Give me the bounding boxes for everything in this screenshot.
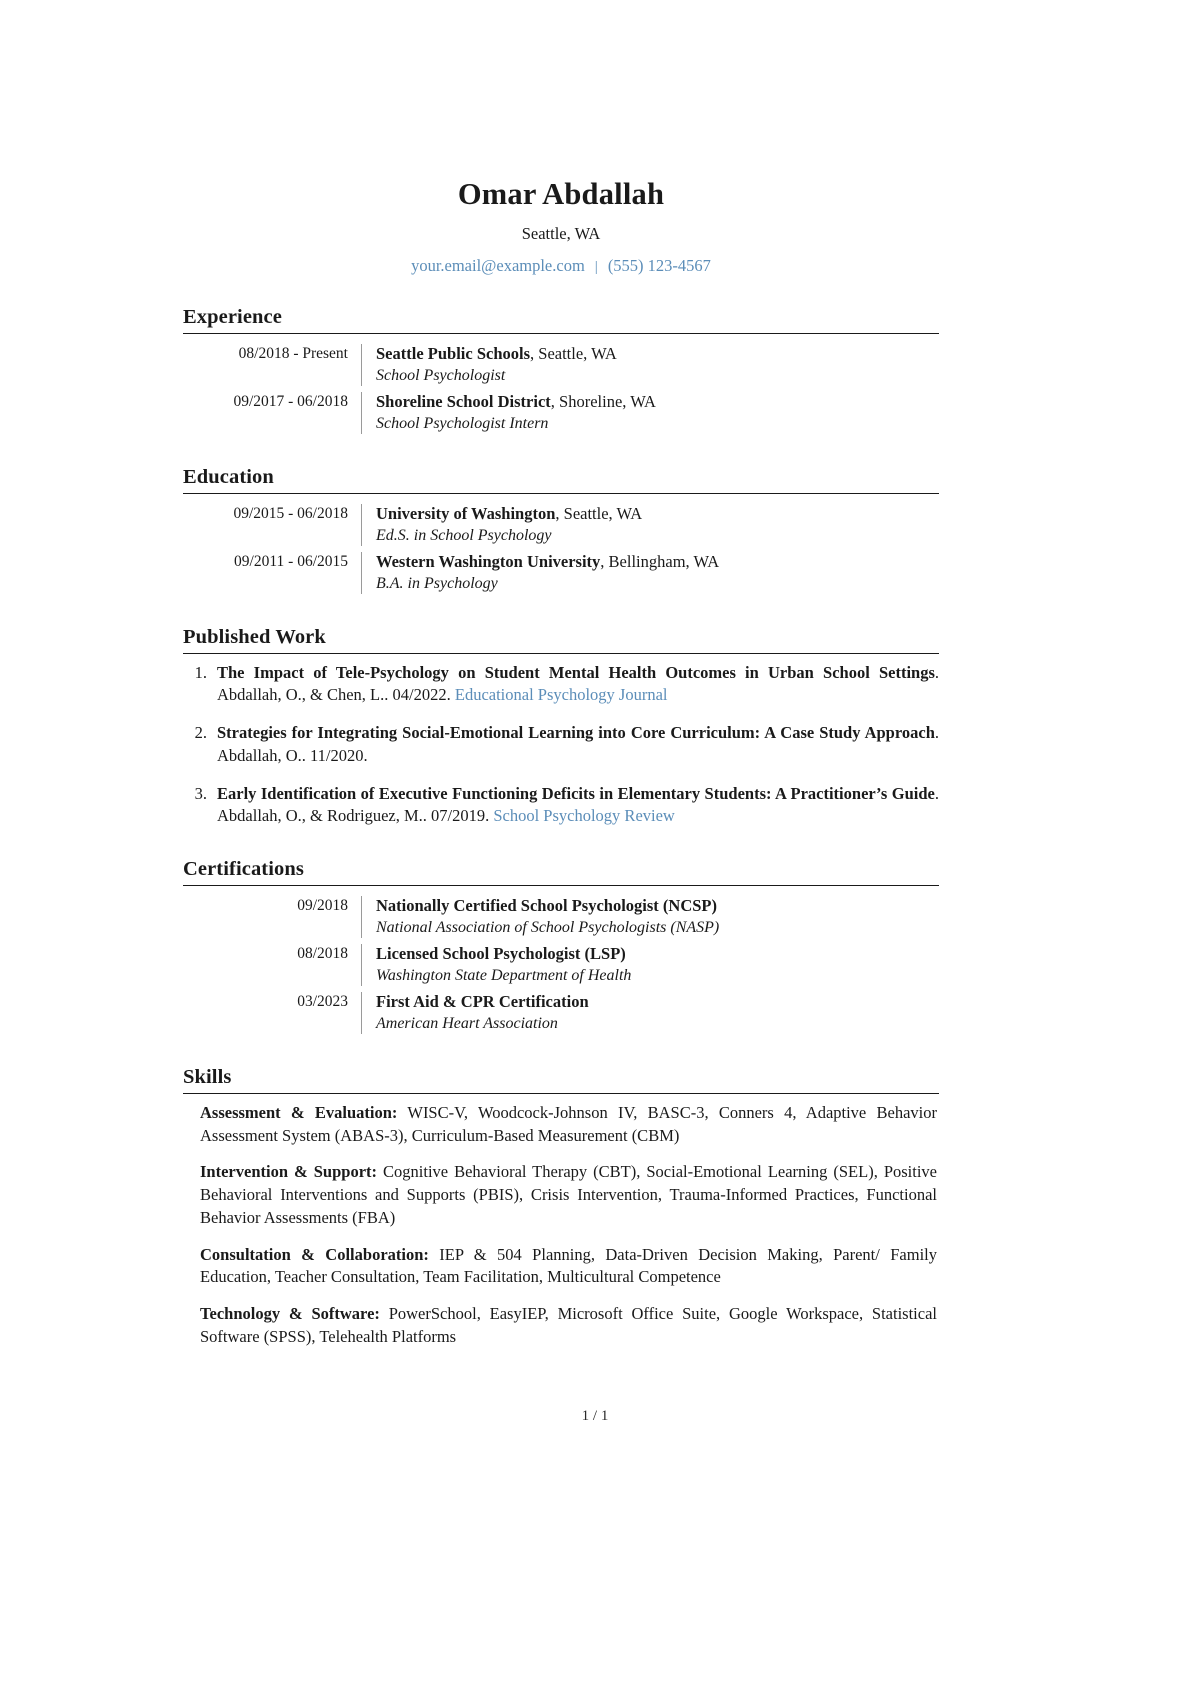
education-entries <box>183 502 939 596</box>
entry-organization: Seattle Public Schools <box>376 343 531 363</box>
section-title-published-work: Published Work <box>183 626 326 649</box>
entry-heading <box>376 894 939 917</box>
section-title-skills: Skills <box>183 1066 232 1089</box>
entry-body <box>362 550 939 596</box>
skill-values: PowerSchool, EasyIEP, Microsoft Office Suite, Google Workspace, Statistical Software (SPSS), Telehealth Platforms <box>200 1304 937 1346</box>
page-title: Omar Abdallah <box>457 177 665 211</box>
entry-organization: Western Washington University <box>376 551 601 571</box>
certification-item <box>183 894 939 940</box>
publication-meta: . Abdallah, O., & Chen, L.. 04/2022. <box>217 662 939 705</box>
entry-place: , Seattle, WA <box>530 343 617 363</box>
entry-date: 09/2015 - 06/2018 <box>233 504 348 522</box>
entry-date: 08/2018 - Present <box>238 344 348 362</box>
publication-list <box>183 662 939 829</box>
entry-heading <box>376 550 939 573</box>
education-item <box>183 502 939 548</box>
entry-degree: Ed.S. in School Psychology <box>376 527 552 545</box>
entry-role: School Psychologist Intern <box>376 415 549 433</box>
experience-item <box>183 342 939 388</box>
skill-group <box>183 1161 939 1229</box>
email-link[interactable]: your.email@example.com <box>411 256 585 276</box>
entry-body <box>362 942 939 988</box>
certification-name: First Aid & CPR Certification <box>376 992 589 1012</box>
entry-body <box>362 390 939 436</box>
entry-organization: Shoreline School District <box>376 392 551 412</box>
phone-link[interactable]: (555) 123-4567 <box>607 256 711 276</box>
skill-values: IEP & 504 Planning, Data-Driven Decision Making, Parent/ Family Education, Teacher Consultation, Team Facilitation, Multicultural Competence <box>200 1244 937 1287</box>
entry-organization: University of Washington <box>376 503 556 523</box>
entry-place: , Shoreline, WA <box>550 392 656 412</box>
certification-issuer: American Heart Association <box>376 1015 558 1033</box>
certification-name: Nationally Certified School Psychologist (NCSP) <box>376 895 717 915</box>
page-footer <box>0 1408 1190 1425</box>
certification-issuer: National Association of School Psychologists (NASP) <box>376 919 720 937</box>
skill-group <box>183 1102 939 1148</box>
certification-item <box>183 990 939 1036</box>
publication-title: The Impact of Tele-Psychology on Student Mental Health Outcomes in Urban School Settings <box>217 662 935 682</box>
section-education <box>183 466 939 596</box>
experience-item <box>183 390 939 436</box>
skill-category: Technology & Software: <box>200 1304 380 1324</box>
section-published-work <box>183 626 939 828</box>
publication-number: 2. <box>194 723 207 743</box>
skills-list <box>183 1102 939 1349</box>
skill-values: Cognitive Behavioral Therapy (CBT), Social-Emotional Learning (SEL), Positive Behavioral Interventions and Supports (PBIS), Crisis Intervention, Trauma-Informed Practices, Functional Behavior Assessments (FBA) <box>200 1162 938 1227</box>
entry-date: 03/2023 <box>297 993 348 1011</box>
section-skills <box>183 1066 939 1348</box>
list-item <box>183 783 939 829</box>
entry-body <box>362 894 939 940</box>
skill-group <box>183 1244 939 1290</box>
section-rule <box>183 885 939 886</box>
publication-meta: . Abdallah, O.. 11/2020. <box>217 723 939 765</box>
entry-date: 09/2011 - 06/2015 <box>234 552 348 570</box>
education-item <box>183 550 939 596</box>
section-title-education: Education <box>183 466 274 489</box>
experience-entries <box>183 342 939 436</box>
skill-category: Consultation & Collaboration: <box>200 1244 429 1264</box>
publication-journal[interactable]: Educational Psychology Journal <box>454 685 668 705</box>
section-rule <box>183 1093 939 1094</box>
section-certifications <box>183 858 939 1036</box>
entry-body <box>362 990 939 1036</box>
page-indicator: 1 / 1 <box>581 1408 609 1424</box>
entry-heading <box>376 342 939 365</box>
publication-number: 1. <box>194 662 207 682</box>
contact-separator: | <box>594 259 598 276</box>
entry-degree: B.A. in Psychology <box>376 575 498 593</box>
publication-meta: . Abdallah, O., & Rodriguez, M.. 07/2019. <box>217 783 939 826</box>
header-location: Seattle, WA <box>521 223 601 243</box>
publication-number: 3. <box>194 783 207 803</box>
entry-heading <box>376 502 939 525</box>
skill-category: Assessment & Evaluation: <box>200 1102 398 1122</box>
section-rule <box>183 653 939 654</box>
publication-journal[interactable]: School Psychology Review <box>493 806 675 826</box>
certification-name: Licensed School Psychologist (LSP) <box>376 943 626 963</box>
entry-role: School Psychologist <box>376 367 506 385</box>
skill-category: Intervention & Support: <box>200 1162 378 1182</box>
list-item <box>183 722 939 768</box>
section-title-experience: Experience <box>183 306 282 329</box>
publication-text <box>217 783 939 829</box>
publication-title: Strategies for Integrating Social-Emotional Learning into Core Curriculum: A Case Study Approach <box>217 723 935 743</box>
skill-group <box>183 1303 939 1349</box>
publication-title: Early Identification of Executive Functioning Deficits in Elementary Students: A Practitioner’s Guide <box>217 783 935 803</box>
entry-date: 09/2017 - 06/2018 <box>233 393 348 411</box>
list-item <box>183 662 939 708</box>
resume-content <box>183 0 939 1349</box>
entry-body <box>362 342 939 388</box>
publication-text <box>217 722 939 768</box>
entry-heading <box>376 990 939 1013</box>
publication-text <box>217 662 939 708</box>
entry-place: , Seattle, WA <box>555 503 643 523</box>
entry-date: 08/2018 <box>297 944 348 962</box>
certification-entries <box>183 894 939 1036</box>
entry-heading <box>376 390 939 413</box>
entry-place: , Bellingham, WA <box>600 551 720 571</box>
header-contact-line <box>183 256 939 276</box>
entry-heading <box>376 942 939 965</box>
entry-body <box>362 502 939 548</box>
certification-issuer: Washington State Department of Health <box>376 967 632 985</box>
section-rule <box>183 333 939 334</box>
skill-values: WISC-V, Woodcock-Johnson IV, BASC-3, Conners 4, Adaptive Behavior Assessment System (ABAS-3), Curriculum-Based Measurement (CBM) <box>200 1102 937 1145</box>
resume-header <box>183 178 939 276</box>
section-title-certifications: Certifications <box>183 858 304 881</box>
section-experience <box>183 306 939 436</box>
certification-item <box>183 942 939 988</box>
entry-date: 09/2018 <box>297 896 348 914</box>
section-rule <box>183 493 939 494</box>
